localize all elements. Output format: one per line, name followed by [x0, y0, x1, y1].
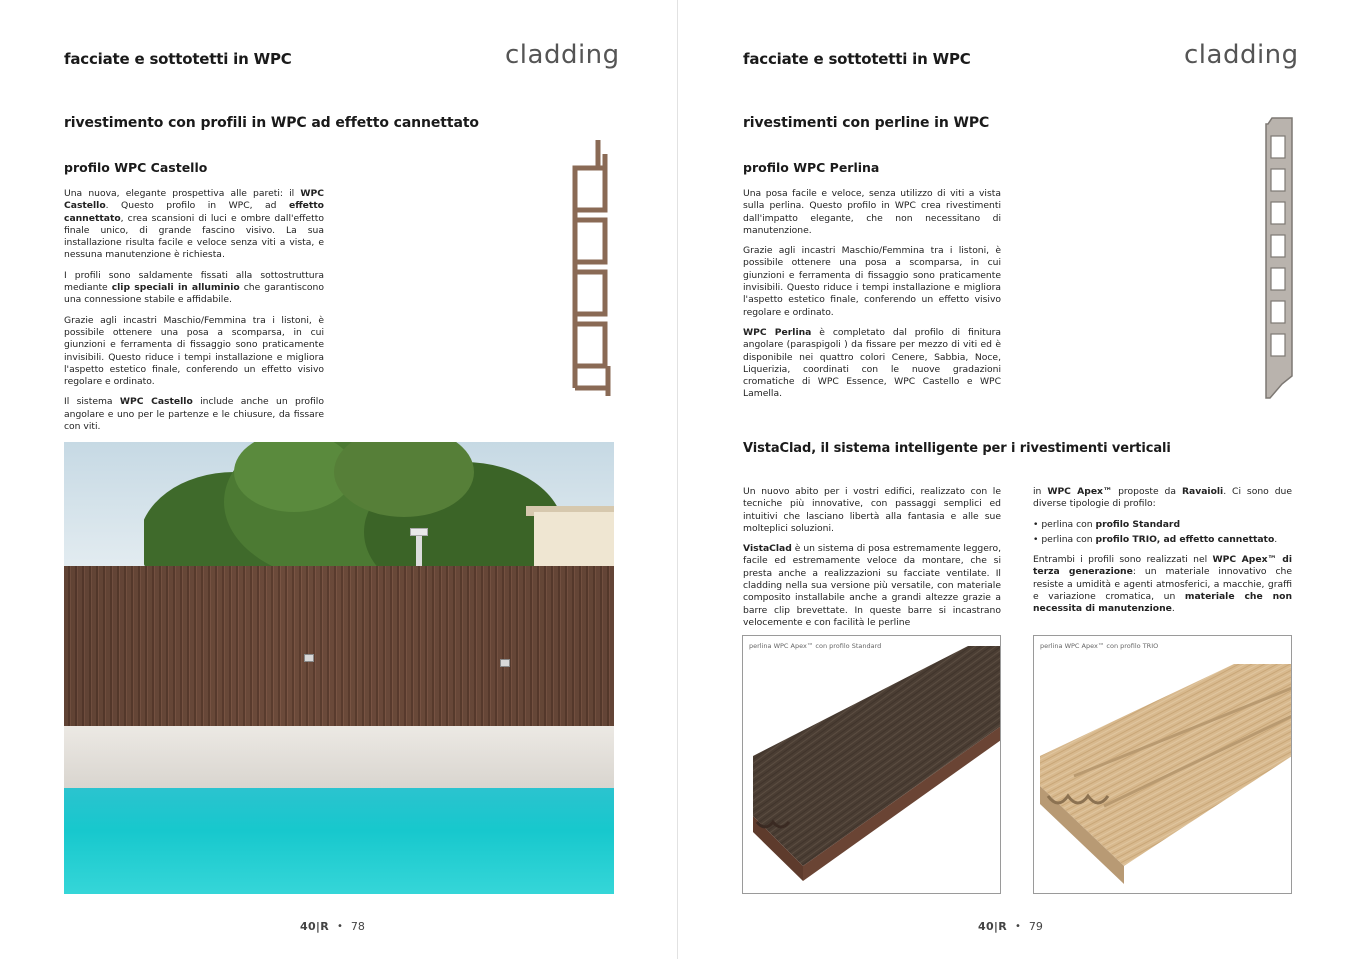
castello-profile-drawing [568, 138, 618, 400]
paragraph: Una posa facile e veloce, senza utilizzo di viti a vista sulla perlina. Questo profilo in WPC crea rivestimenti dall'impatto elegante, che non necessitano di manutenzione. [743, 188, 1001, 236]
paragraph: Grazie agli incastri Maschio/Femmina tra i listoni, è possibile ottenere una posa a scomparsa, in cui giunzioni e ferramenta di fissaggio sono praticamente invisibili. Questo riduce i tempi installazione e migliora l'aspetto estetico finale, conferendo un effetto visivo regolare e ordinato. [743, 245, 1001, 318]
vistaclad-column-1 [743, 486, 1001, 637]
section-title: facciate e sottotetti in WPC [743, 50, 971, 68]
right-page [678, 0, 1356, 959]
pool-deck [64, 726, 614, 788]
perlina-subheading: profilo WPC Perlina [743, 160, 880, 175]
product-photo-trio [1033, 635, 1292, 894]
wall-lamp [500, 659, 510, 667]
wall-shade [64, 566, 614, 726]
castello-heading: rivestimento con profili in WPC ad effetto cannettato [64, 115, 479, 131]
castello-subheading: profilo WPC Castello [64, 160, 208, 175]
paragraph: Un nuovo abito per i vostri edifici, realizzato con le tecniche più innovative, con passaggi semplici ed intuitivi che lasciano libertà alla fantasia e alle sue molteplici soluzioni. [743, 486, 1001, 534]
castello-description [64, 188, 324, 441]
paragraph: VistaClad è un sistema di posa estremamente leggero, facile ed estremamente veloce da montare, che si presta anche a realizzazioni su facciate ventilate. Il cladding nella sua versione più versatile, con materiale composito installabile anche a grandi altezze grazie a barre clip brevettate. In queste barre si incastrano velocemente e con facilità le perline [743, 543, 1001, 628]
caption: perlina WPC Apex™ con profilo Standard [749, 642, 882, 650]
paragraph: Grazie agli incastri Maschio/Femmina tra i listoni, è possibile ottenere una posa a scomparsa, in cui giunzioni e ferramenta di fissaggio sono praticamente invisibili. Questo riduce i tempi installazione e migliora l'aspetto estetico finale, conferendo un effetto visivo regolare e ordinato. [64, 314, 324, 388]
page-number: 79 [1028, 920, 1043, 933]
vistaclad-column-2 [1033, 486, 1292, 624]
caption: perlina WPC Apex™ con profilo TRIO [1040, 642, 1159, 650]
paragraph: Una nuova, elegante prospettiva alle pareti: il WPC Castello. Questo profilo in WPC, ad effetto cannettato, crea scansioni di luci e ombre dall'effetto finale unico, di grande fascino visivo. La sua installazione risulta facile e veloce senza viti a vista, e nessuna manutenzione è richiesta. [64, 188, 324, 261]
page-footer [300, 920, 365, 933]
vistaclad-heading: VistaClad, il sistema intelligente per i rivestimenti verticali [743, 441, 1171, 456]
camera-pole [416, 534, 422, 570]
perlina-description [743, 188, 1001, 409]
paragraph: WPC Perlina è completato dal profilo di finitura angolare (paraspigoli ) da fissare per mezzo di viti ed è disponibile nei quattro colori Cenere, Sabbia, Noce, Liquerizia, coordinati con le nuove gradazioni cromatiche di WPC Essence, WPC Castello e WPC Lamella. [743, 326, 1001, 400]
camera [410, 528, 428, 536]
perlina-heading: rivestimenti con perline in WPC [743, 115, 990, 131]
separator-dot: • [1015, 921, 1021, 932]
standard-board-image [743, 636, 1001, 894]
perlina-profile-drawing [1262, 114, 1298, 402]
paragraph: I profili sono saldamente fissati alla sottostruttura mediante clip speciali in alluminio che garantiscono una connessione stabile e affidabile. [64, 269, 324, 306]
paragraph: Entrambi i profili sono realizzati nel WPC Apex™ di terza generazione: un materiale innovativo che resiste a umidità e agenti atmosferici, a macchie, graffi e variazione cromatica, un materiale che non necessita di manutenzione. [1033, 554, 1292, 615]
cladding-title: cladding [1184, 40, 1299, 70]
list-item: • perlina con profilo TRIO, ad effetto cannettato. [1033, 533, 1278, 545]
list-item: • perlina con profilo Standard [1033, 518, 1181, 530]
separator-dot: • [337, 921, 343, 932]
brand-logo: 40|R [300, 920, 329, 933]
pool-water [64, 788, 614, 894]
brand-logo: 40|R [978, 920, 1007, 933]
paragraph: in WPC Apex™ proposte da Ravaioli. Ci sono due diverse tipologie di profilo: [1033, 486, 1293, 510]
profile-type-list [1033, 519, 1292, 547]
cladding-title: cladding [505, 40, 620, 70]
paragraph: Il sistema WPC Castello include anche un profilo angolare e uno per le partenze e le chiusure, da fissare con viti. [64, 396, 324, 433]
page-number: 78 [350, 920, 365, 933]
page-footer [978, 920, 1043, 933]
section-title: facciate e sottotetti in WPC [64, 50, 292, 68]
pool-photo [64, 442, 614, 894]
trio-board-image [1034, 636, 1292, 894]
product-photo-standard [742, 635, 1001, 894]
wall-lamp [304, 654, 314, 662]
